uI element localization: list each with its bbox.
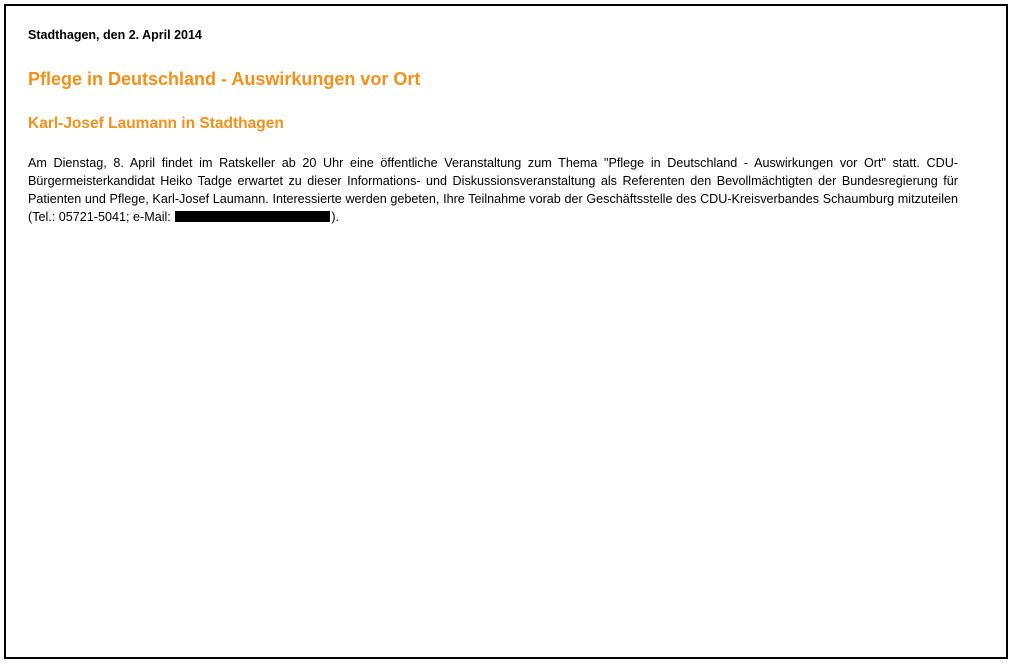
body-text-after-redaction: ). bbox=[331, 209, 340, 224]
document-page bbox=[4, 4, 1008, 659]
dateline: Stadthagen, den 2. April 2014 bbox=[28, 28, 202, 42]
redacted-email-block bbox=[175, 211, 330, 222]
body-paragraph bbox=[28, 155, 958, 227]
body-text-before-redaction: Am Dienstag, 8. April findet im Ratskeller ab 20 Uhr eine öffentliche Veranstaltung zum Thema "Pflege in Deutschland - Auswirkungen vor Ort" statt. CDU-Bürgermeisterkandidat Heiko Tadge erwartet zu dieser Informations- und Diskussionsveranstaltung als Referenten den Bevollmächtigten der Bundesregierung für Patienten und Pflege, Karl-Josef Laumann. Interessierte werden gebeten, Ihre Teilnahme vorab der Geschäftsstelle des CDU-Kreisverbandes Schaumburg mitzuteilen (Tel.: 05721-5041; e-Mail: bbox=[28, 156, 958, 224]
page-title: Pflege in Deutschland - Auswirkungen vor Ort bbox=[28, 69, 421, 89]
document-content bbox=[6, 6, 1006, 227]
page-subtitle: Karl-Josef Laumann in Stadthagen bbox=[28, 114, 284, 132]
